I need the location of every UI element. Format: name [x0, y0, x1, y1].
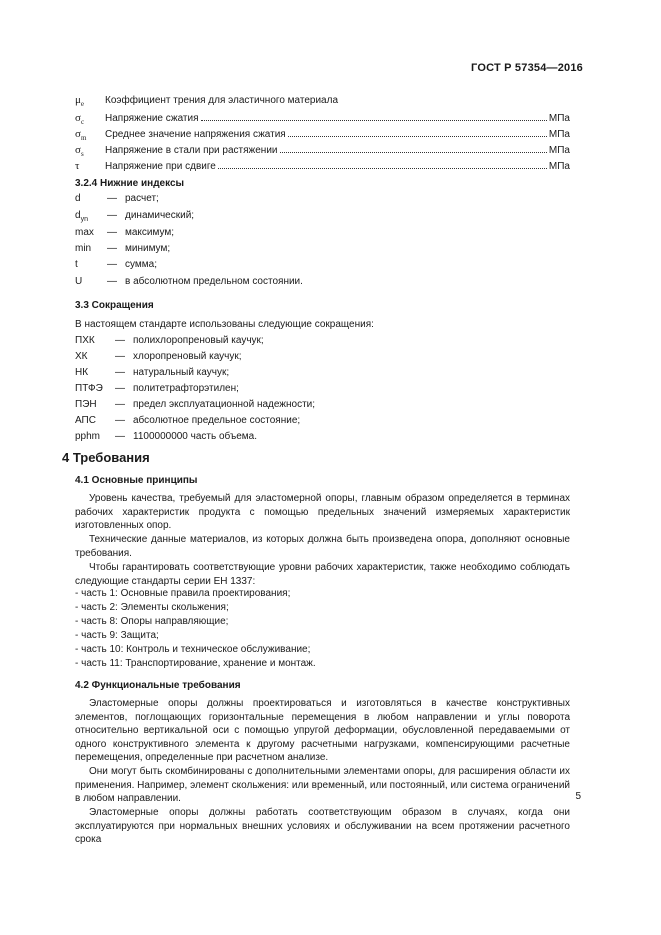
- symbol-row: [75, 158, 570, 174]
- section-title: 4 Требования: [62, 450, 150, 465]
- paragraph: Чтобы гарантировать соответствующие уровни рабочих характеристик, также необходимо соблюдать следующие стандарты серии ЕН 1337:: [75, 562, 570, 587]
- abbreviation-item: НК — натуральный каучук;: [75, 367, 230, 378]
- leader-dots: [201, 119, 547, 121]
- abbreviation-item: ПЭН — предел эксплуатационной надежности;: [75, 399, 316, 410]
- paragraph: Они могут быть скомбинированы с дополнительными элементами опоры, для расширения области их применения. Например, элемент скольжения: или временный, или постоянный, или система ограничений в любом направлении.: [75, 766, 570, 804]
- symbol-row: [75, 142, 570, 158]
- symbol: $\sigma_m$: [75, 128, 87, 143]
- subsection-heading: 4.1 Основные принципы: [75, 475, 198, 486]
- symbol-row: [75, 110, 570, 126]
- symbol: $\sigma_s$: [75, 144, 84, 159]
- symbol-description: Напряжение в стали при растяжении: [105, 145, 278, 156]
- subscript-item: t — сумма;: [75, 259, 157, 270]
- part-item: - часть 8: Опоры направляющие;: [75, 616, 229, 627]
- symbol-description: Коэффициент трения для эластичного материала: [105, 95, 339, 106]
- part-item: - часть 2: Элементы скольжения;: [75, 602, 229, 613]
- abbreviation-item: ХК — хлоропреновый каучук;: [75, 351, 242, 362]
- abbreviations-intro: В настоящем стандарте использованы следующие сокращения:: [75, 319, 374, 330]
- subscript-item: $d_{yn}$ — динамический;: [75, 210, 195, 223]
- page-number: 5: [575, 791, 581, 802]
- symbol-unit: МПа: [548, 113, 570, 124]
- subsection-heading: 4.2 Функциональные требования: [75, 680, 241, 691]
- paragraph: Уровень качества, требуемый для эластомерной опоры, главным образом определяется в терминах рабочих характеристик продукта с помощью предельных значений измеряемых характеристик изготовленных опор.: [75, 493, 570, 531]
- abbreviation-item: АПС — абсолютное предельное состояние;: [75, 415, 301, 426]
- abbreviation-item: ПХК — полихлоропреновый каучук;: [75, 335, 264, 346]
- subscript-item: min — минимум;: [75, 243, 171, 254]
- leader-dots: [280, 151, 547, 153]
- subscript-item: U — в абсолютном предельном состоянии.: [75, 276, 303, 287]
- symbol-description: Напряжение сжатия: [105, 113, 199, 124]
- subscripts-heading: 3.2.4 Нижние индексы: [75, 178, 185, 189]
- standard-header: ГОСТ Р 57354—2016: [471, 62, 583, 74]
- part-item: - часть 11: Транспортирование, хранение и монтаж.: [75, 658, 316, 669]
- part-item: - часть 10: Контроль и техническое обслуживание;: [75, 644, 311, 655]
- part-item: - часть 1: Основные правила проектирования;: [75, 588, 291, 599]
- paragraph: Эластомерные опоры должны проектироваться и изготовляться в качестве конструктивных элементов, поглощающих горизонтальные перемещения в любом направлении и углы поворота относительно вертикальной оси с помощью упругой деформации, обусловленной передаваемыми от одного конструктивного элемента к другому расчетными нагрузками, компенсирующими расчетные перемещения, определенные при расчетном анализе.: [75, 698, 570, 763]
- symbol-description: Напряжение при сдвиге: [105, 161, 216, 172]
- paragraph: Технические данные материалов, из которых должна быть произведена опора, дополняют основные требования.: [75, 534, 570, 559]
- leader-dots: [218, 167, 547, 169]
- symbol-unit: МПа: [548, 145, 570, 156]
- part-item: - часть 9: Защита;: [75, 630, 159, 641]
- leader-dots: [288, 135, 547, 137]
- symbol: τ: [75, 160, 80, 172]
- abbreviation-item: pphm — 1100000000 часть объема.: [75, 431, 257, 442]
- abbreviations-heading: 3.3 Сокращения: [75, 300, 154, 311]
- subscript-item: max — максимум;: [75, 227, 175, 238]
- symbol: $\sigma_c$: [75, 112, 85, 127]
- symbol-description: Среднее значение напряжения сжатия: [105, 129, 286, 140]
- subscript-item: d — расчет;: [75, 193, 159, 204]
- paragraph: Эластомерные опоры должны работать соответствующим образом в случаях, когда они эксплуатируются при нормальных внешних условиях и обслуживании на всем протяжении расчетного срока: [75, 807, 570, 845]
- symbol-unit: МПа: [548, 129, 570, 140]
- symbol-row: [75, 92, 570, 108]
- symbol-unit: МПа: [548, 161, 570, 172]
- symbol: $\mu_e$: [75, 94, 85, 109]
- symbol-row: [75, 126, 570, 142]
- abbreviation-item: ПТФЭ — политетрафторэтилен;: [75, 383, 239, 394]
